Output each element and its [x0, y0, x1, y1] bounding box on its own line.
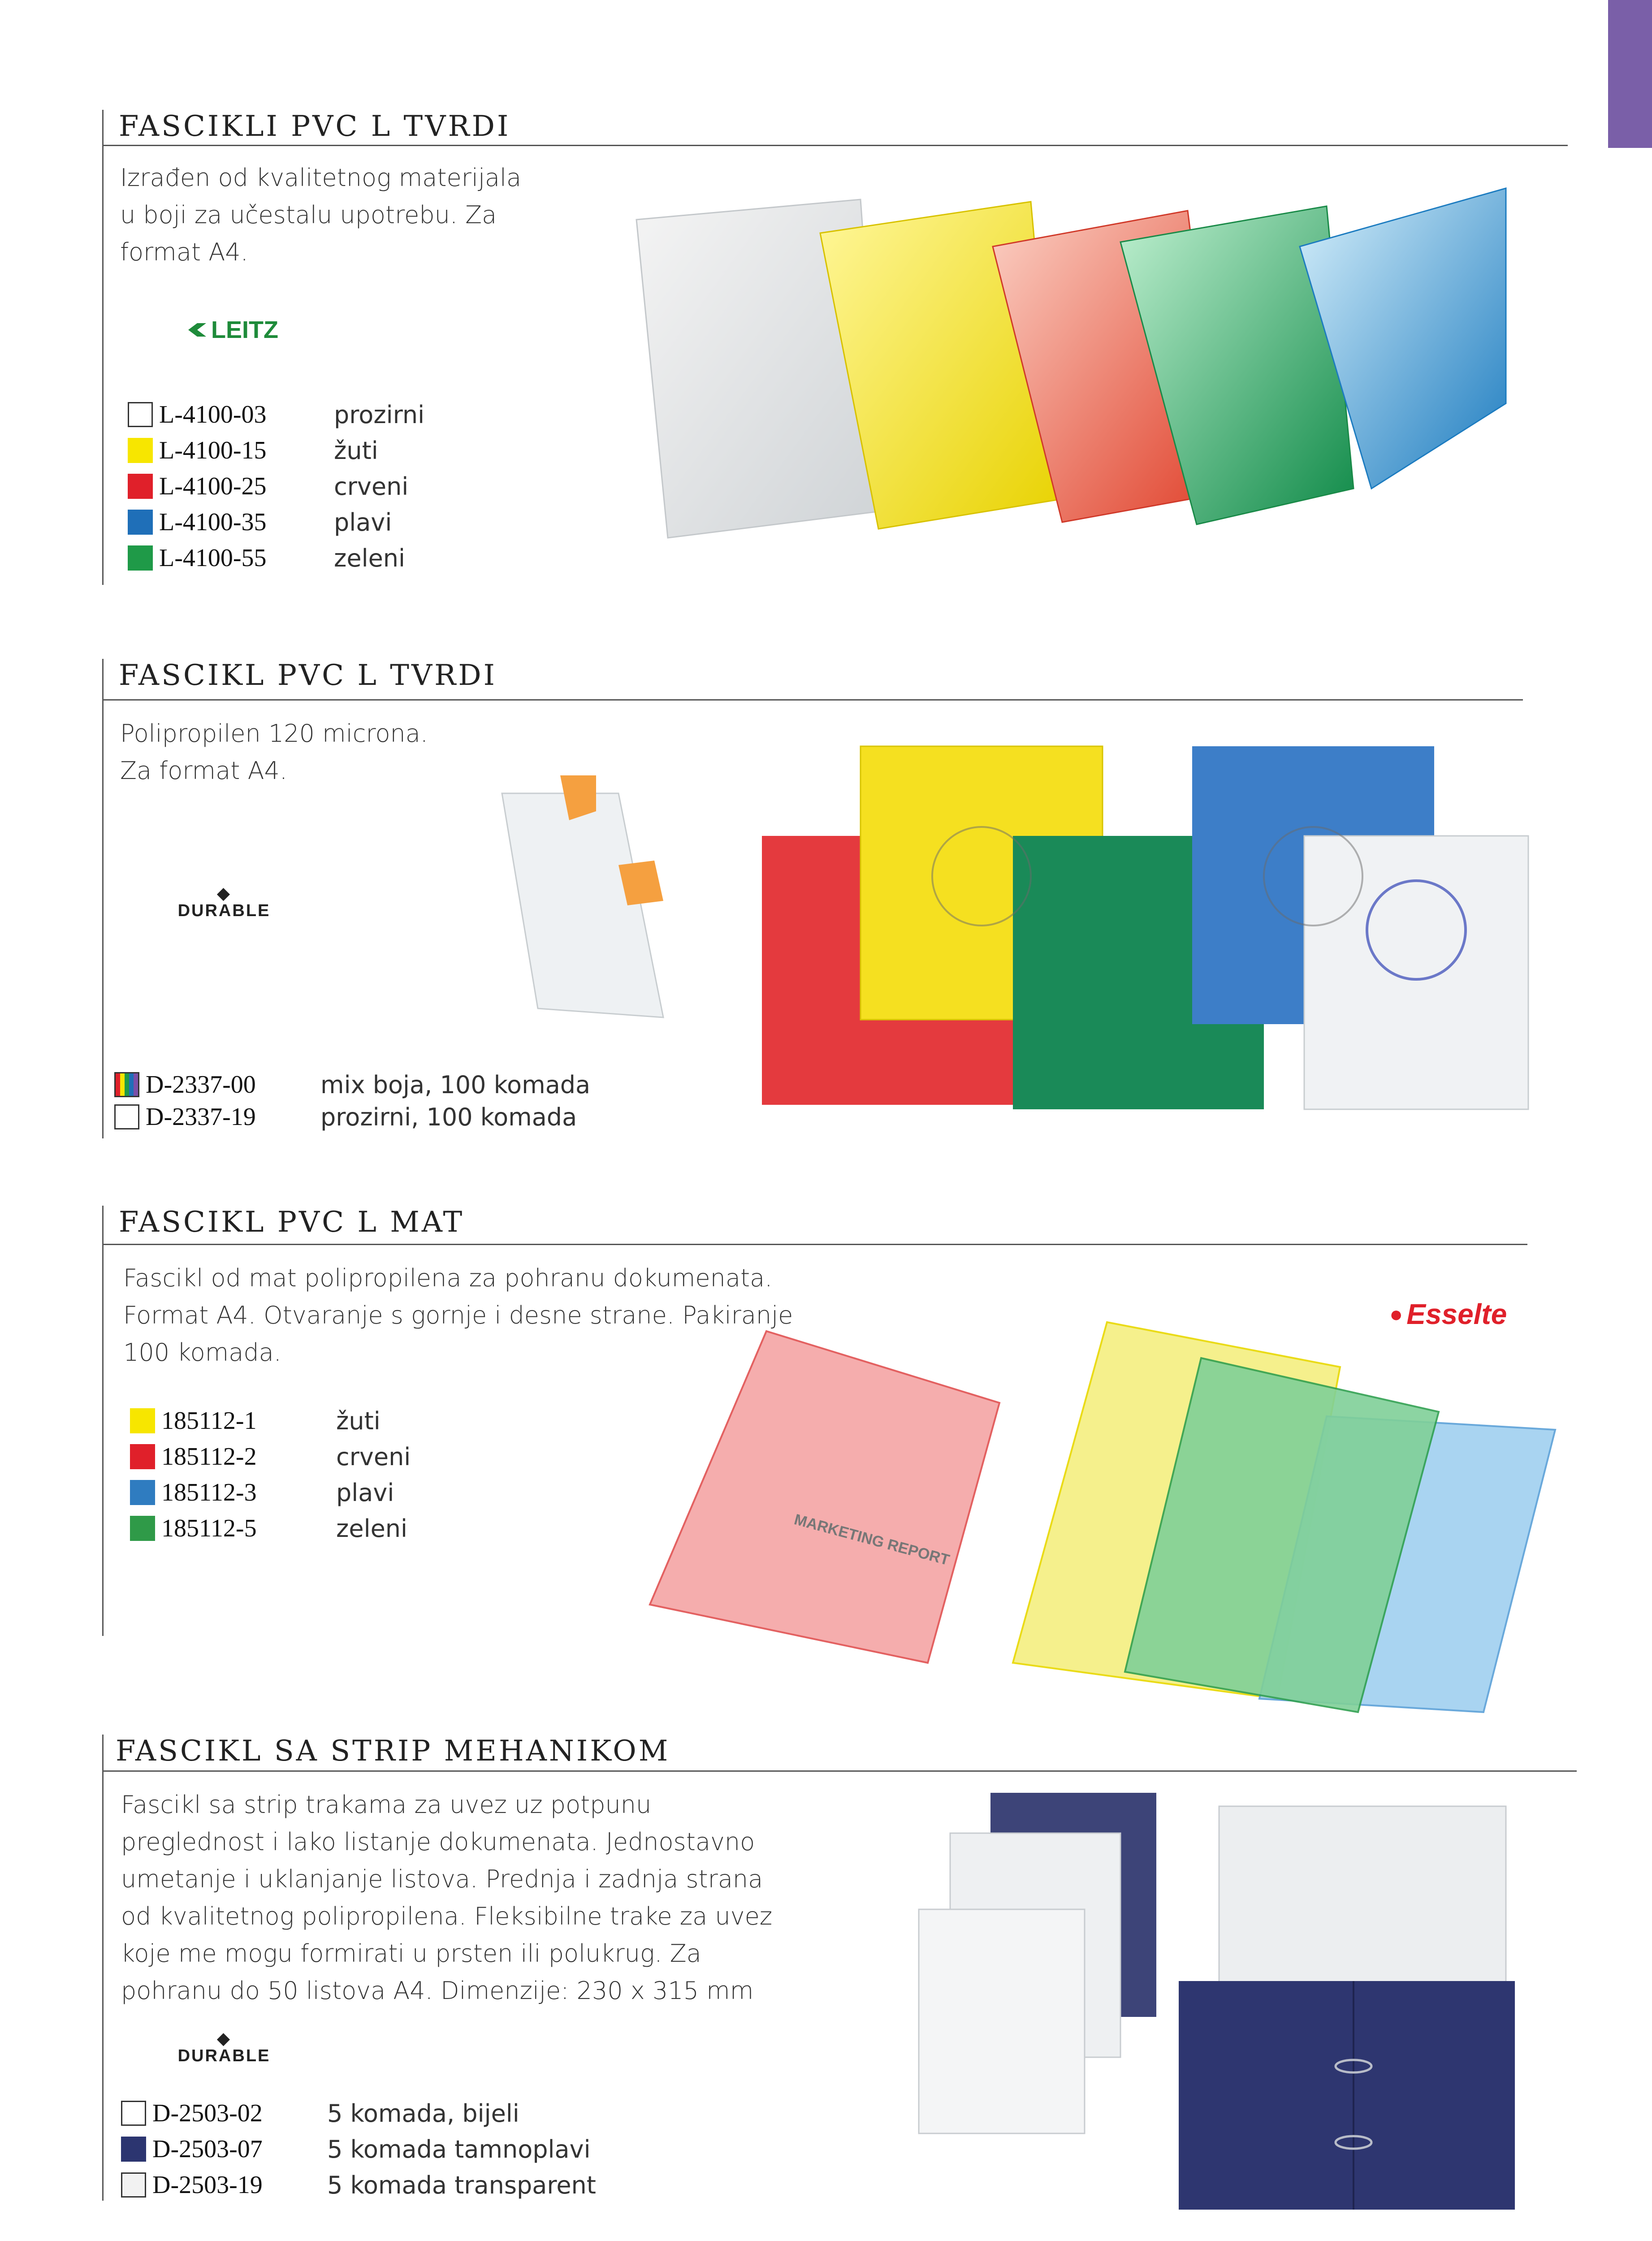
durable-mark-icon: ◆ [217, 884, 231, 902]
section-2-description [120, 715, 428, 789]
product-label: 5 komada, bijeli [327, 2099, 519, 2128]
product-label: prozirni [334, 400, 425, 429]
product-code: D-2503-07 [152, 2135, 263, 2163]
product-code: 185112-5 [161, 1514, 257, 1542]
code-row [121, 2095, 519, 2131]
product-label: plavi [334, 508, 392, 536]
product-label: crveni [334, 472, 409, 501]
product-label: crveni [336, 1442, 411, 1471]
desc-line: u boji za učestalu upotrebu. Za [120, 201, 497, 229]
code-row [128, 540, 405, 576]
durable-logo [166, 2030, 282, 2066]
product-label: žuti [336, 1406, 381, 1435]
product-label: 5 komada transparent [327, 2171, 596, 2199]
code-row [128, 504, 392, 540]
code-row [121, 2131, 591, 2167]
code-row [128, 433, 378, 468]
product-label: zeleni [336, 1514, 408, 1543]
section-1-description [120, 159, 521, 271]
folder-corner-detail-image [484, 757, 681, 1022]
brand-name: DURABLE [177, 901, 271, 920]
code-row [130, 1510, 407, 1546]
esselte-folders-image [641, 1313, 1564, 1735]
desc-line: Polipropilen 120 microna. [120, 719, 428, 748]
color-swatch [128, 402, 153, 427]
product-code: 185112-2 [161, 1443, 257, 1471]
desc-line: od kvalitetnog polipropilena. Fleksibilne trake za uvez [121, 1902, 773, 1930]
esselte-mark-icon: ● [1389, 1302, 1403, 1327]
section-4-vline [102, 1735, 104, 2201]
leitz-logo [186, 316, 278, 344]
marketing-report-label: MARKETING REPORT [792, 1511, 951, 1569]
section-2-title: FASCIKL PVC L TVRDI [119, 659, 497, 692]
durable-mark-icon: ◆ [217, 2029, 231, 2047]
product-code: L-4100-55 [159, 544, 267, 572]
brand-name: Esselte [1406, 1298, 1507, 1330]
section-3-hline [102, 1244, 1527, 1245]
color-swatch [121, 2101, 146, 2126]
product-code: 185112-3 [161, 1479, 257, 1506]
color-swatch-mix [114, 1072, 139, 1097]
leitz-mark-icon [186, 321, 208, 339]
color-swatch [130, 1444, 155, 1469]
code-row [114, 1067, 590, 1103]
strip-folders-image [905, 1788, 1578, 2214]
product-code: L-4100-25 [159, 472, 267, 500]
desc-line: format A4. [120, 238, 248, 266]
color-swatch [130, 1516, 155, 1541]
durable-logo [166, 885, 282, 921]
folders-l-tvrdi-image [627, 179, 1524, 547]
product-label: zeleni [334, 544, 406, 572]
code-row [114, 1099, 577, 1135]
section-2-vline [102, 659, 104, 1138]
desc-line: pohranu do 50 listova A4. Dimenzije: 230 x 315 mm [121, 1977, 754, 2005]
section-2-hline [102, 699, 1523, 701]
section-1-vline [102, 110, 104, 585]
brand-name: LEITZ [211, 316, 278, 343]
product-label: žuti [334, 436, 378, 465]
code-row [130, 1475, 394, 1510]
section-4-hline [102, 1770, 1577, 1772]
desc-line: Izrađen od kvalitetnog materijala [120, 164, 522, 192]
color-swatch [130, 1480, 155, 1505]
section-3-vline [102, 1206, 104, 1636]
color-swatch [128, 545, 153, 571]
desc-line: preglednost i lako listanje dokumenata. Jednostavno [121, 1828, 755, 1856]
product-label: 5 komada tamnoplavi [327, 2135, 591, 2163]
product-label: plavi [336, 1478, 394, 1507]
color-swatch [121, 2172, 146, 2198]
color-swatch [128, 474, 153, 499]
product-code: L-4100-03 [159, 401, 267, 428]
product-code: D-2503-19 [152, 2171, 263, 2199]
section-4-description [121, 1786, 772, 2009]
code-row [121, 2167, 596, 2203]
color-swatch [114, 1104, 139, 1129]
color-swatch [130, 1408, 155, 1433]
brand-name: DURABLE [177, 2046, 271, 2065]
color-swatch [121, 2137, 146, 2162]
product-code: D-2503-02 [152, 2099, 263, 2127]
product-label: prozirni, 100 komada [320, 1103, 577, 1131]
desc-line: 100 komada. [123, 1338, 281, 1367]
product-label: mix boja, 100 komada [320, 1070, 591, 1099]
product-code: L-4100-15 [159, 437, 267, 464]
desc-line: umetanje i uklanjanje listova. Prednja i zadnja strana [121, 1865, 763, 1893]
desc-line: koje me mogu formirati u prsten ili polukrug. Za [121, 1939, 701, 1968]
color-swatch [128, 510, 153, 535]
desc-line: Fascikl sa strip trakama za uvez uz potpunu [121, 1791, 652, 1819]
code-row [130, 1403, 381, 1439]
section-1-title: FASCIKLI PVC L TVRDI [119, 110, 511, 143]
product-code: 185112-1 [161, 1407, 257, 1435]
desc-line: Za format A4. [120, 757, 288, 785]
desc-line: Fascikl od mat polipropilena za pohranu dokumenata. [123, 1264, 773, 1292]
desc-line: Format A4. Otvaranje s gornje i desne strane. Pakiranje [123, 1301, 793, 1329]
color-swatch [128, 438, 153, 463]
code-row [130, 1439, 411, 1475]
code-row [128, 468, 408, 504]
product-code: D-2337-00 [146, 1071, 256, 1099]
product-code: L-4100-35 [159, 508, 267, 536]
durable-folders-image [757, 742, 1533, 1114]
code-row [128, 397, 424, 433]
section-color-tab [1608, 0, 1652, 148]
product-code: D-2337-19 [146, 1103, 256, 1131]
section-4-title: FASCIKL SA STRIP MEHANIKOM [116, 1735, 670, 1768]
section-3-title: FASCIKL PVC L MAT [119, 1206, 465, 1239]
section-1-hline [102, 145, 1568, 146]
